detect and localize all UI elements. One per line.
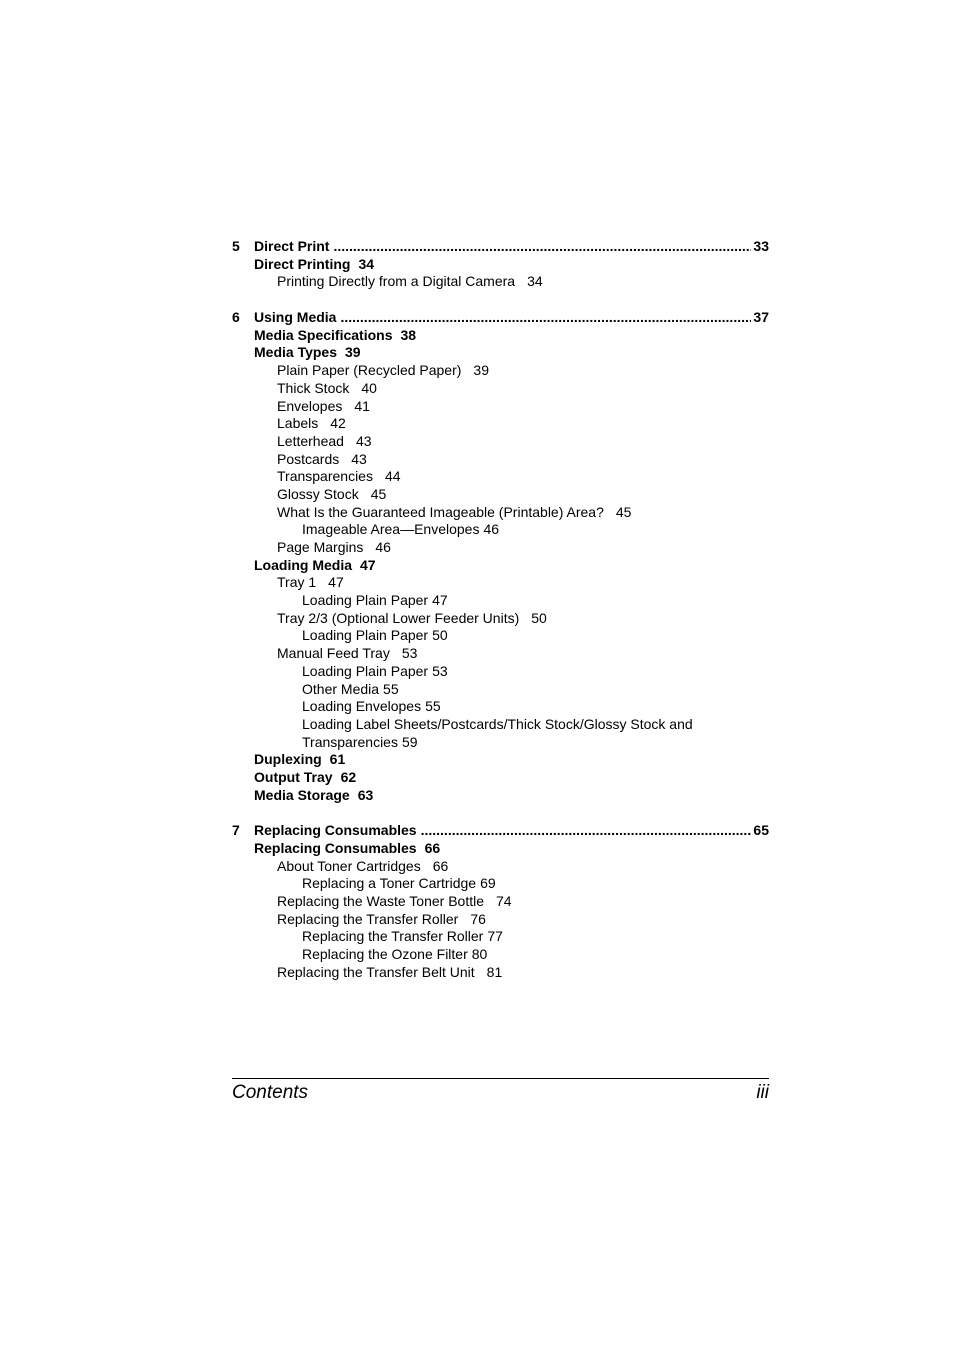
chapter-title: Replacing Consumables [254,822,417,839]
toc-entry-title: Replacing the Transfer Roller [302,928,484,945]
toc-entry-level-2 [232,893,769,911]
toc-entry-page-number: 34 [527,273,543,290]
toc-entry-page-number: 80 [471,946,488,963]
toc-entry-title: Letterhead [277,432,344,449]
chapter-page-number: 37 [753,309,769,326]
toc-entry-page-number: 66 [432,857,449,874]
footer-page-number: iii [756,1082,769,1103]
toc-entry-title-continued: Transparencies [302,733,398,750]
toc-entry-level-1 [232,327,769,345]
toc-entry-title: Imageable Area—Envelopes [302,521,480,538]
toc-entry-title: Loading Label Sheets/Postcards/Thick Stock/Glossy Stock and [302,715,693,732]
chapter-number: 7 [232,822,240,839]
toc-entry-title: Replacing Consumables [254,840,417,856]
toc-entry-level-3 [232,928,769,946]
toc-entry-level-2 [232,574,769,592]
toc-entry-level-1 [232,840,769,858]
toc-entry-page-number: 74 [496,893,512,910]
chapter-number: 5 [232,238,240,254]
footer-rule [232,1078,769,1079]
toc-entry-level-1 [232,344,769,362]
toc-entry-level-2 [232,433,769,451]
toc-entry-level-2 [232,398,769,416]
toc-entry-title: Page Margins [277,539,364,555]
toc-entry-page-number: 61 [329,751,346,768]
toc-entry-page-number: 34 [358,255,375,272]
toc-entry-page-number: 40 [361,379,377,396]
toc-entry-page-number: 69 [480,875,496,892]
chapter-page-number: 65 [753,822,769,839]
toc-entry-level-2 [232,468,769,486]
toc-entry-level-2 [232,504,769,522]
toc-entry-title: Transparencies [277,468,373,485]
dot-leader [421,822,752,840]
toc-entry-page-number: 59 [401,733,418,750]
chapter-title: Using Media [254,309,337,326]
toc-entry-level-1 [232,557,769,575]
toc-entry-level-3 [232,946,769,964]
toc-entry-title: Loading Plain Paper [302,627,429,644]
toc-entry-page-number: 53 [401,645,418,662]
toc-entry-title: Plain Paper (Recycled Paper) [277,362,462,379]
toc-chapter [232,238,769,291]
toc-entry-level-2 [232,362,769,380]
toc-entry-title: Replacing the Transfer Roller [277,910,459,927]
toc-entry-level-2 [232,380,769,398]
toc-entry-title: Duplexing [254,751,322,768]
toc-entry-level-3 [232,521,769,539]
toc-entry-title: Replacing the Transfer Belt Unit [277,963,475,980]
toc-entry-page-number: 38 [400,326,417,343]
toc-entry-level-3 [232,627,769,645]
toc-chapter [232,309,769,804]
toc-entry-title: Postcards [277,450,340,467]
toc-entry-title: Direct Printing [254,255,351,272]
dot-leader [340,309,751,327]
toc-entry-level-1 [232,256,769,274]
toc-entry-title: Replacing the Ozone Filter [302,946,468,963]
toc-entry-level-2 [232,273,769,291]
toc-entry-title: Labels [277,415,319,432]
toc-entry-level-2 [232,610,769,628]
toc-entry-level-3 [232,663,769,681]
toc-entry-level-3 [232,875,769,893]
toc-entry-page-number: 62 [340,768,357,785]
toc-entry-level-2 [232,911,769,929]
toc-entry-page-number: 43 [355,432,372,449]
footer-section-title: Contents [232,1082,309,1103]
toc-entry-level-3 [232,698,769,716]
chapter-number: 6 [232,309,240,326]
toc-chapter-heading [232,238,769,256]
toc-entry-page-number: 47 [360,556,376,573]
toc-entry-level-1 [232,769,769,787]
toc-entry-page-number: 66 [424,840,441,856]
toc-entry-level-3 [232,716,769,734]
toc-entry-title: Tray 2/3 (Optional Lower Feeder Units) [277,609,520,626]
toc-entry-page-number: 55 [383,680,399,697]
toc-chapter-heading [232,822,769,840]
toc-entry-page-number: 46 [483,521,500,538]
toc-entry-continuation [232,734,769,752]
toc-entry-title: Manual Feed Tray [277,645,390,662]
toc-entry-page-number: 39 [473,362,489,379]
toc-entry-level-2 [232,415,769,433]
toc-entry-level-2 [232,858,769,876]
toc-entry-title: What Is the Guaranteed Imageable (Printable) Area? [277,503,604,520]
dot-leader [333,238,751,256]
toc-entry-level-3 [232,592,769,610]
toc-entry-level-2 [232,539,769,557]
toc-entry-page-number: 50 [432,627,448,644]
toc-entry-page-number: 41 [354,397,370,414]
toc-entry-level-1 [232,751,769,769]
toc-entry-title: Media Types [254,344,337,361]
toc-entry-title: Loading Envelopes [302,698,422,715]
toc-entry-title: Glossy Stock [277,485,359,502]
toc-entry-page-number: 81 [486,963,503,980]
page-footer [232,1081,769,1105]
toc-entry-title: Replacing the Waste Toner Bottle [277,893,485,910]
toc-entry-page-number: 45 [370,485,387,502]
toc-entry-title: Loading Media [254,556,352,573]
toc-entry-level-1 [232,787,769,805]
toc-entry-title: Thick Stock [277,379,350,396]
toc-entry-level-2 [232,964,769,982]
toc-entry-page-number: 50 [531,609,547,626]
toc-entry-title: Media Storage [254,786,350,803]
toc-entry-page-number: 77 [487,928,503,945]
toc-entry-title: About Toner Cartridges [277,857,421,874]
toc-entry-title: Tray 1 [277,574,317,591]
chapter-page-number: 33 [753,238,769,254]
toc-entry-page-number: 46 [375,539,391,555]
toc-entry-title: Media Specifications [254,326,393,343]
toc-entry-title: Other Media [302,680,380,697]
toc-entry-level-2 [232,451,769,469]
toc-entry-page-number: 76 [470,910,486,927]
toc-entry-level-3 [232,681,769,699]
toc-entry-title: Loading Plain Paper [302,592,429,609]
toc-entry-level-2 [232,486,769,504]
toc-entry-title: Loading Plain Paper [302,662,429,679]
toc-entry-page-number: 47 [432,592,448,609]
toc-entry-page-number: 53 [432,662,448,679]
toc-chapter-heading [232,309,769,327]
toc-entry-page-number: 47 [328,574,344,591]
toc-entry-page-number: 43 [351,450,367,467]
toc-entry-title: Output Tray [254,768,333,785]
toc-entry-page-number: 55 [425,698,441,715]
toc-entry-page-number: 45 [615,503,632,520]
chapter-title: Direct Print [254,238,330,254]
toc-entry-page-number: 39 [345,344,361,361]
toc-entry-page-number: 63 [357,786,374,803]
toc-entry-title: Envelopes [277,397,343,414]
table-of-contents [232,238,769,1000]
toc-entry-title: Printing Directly from a Digital Camera [277,273,516,290]
toc-chapter [232,822,769,981]
toc-entry-page-number: 44 [384,468,401,485]
toc-entry-level-2 [232,645,769,663]
toc-entry-page-number: 42 [330,415,346,432]
toc-entry-title: Replacing a Toner Cartridge [302,875,477,892]
